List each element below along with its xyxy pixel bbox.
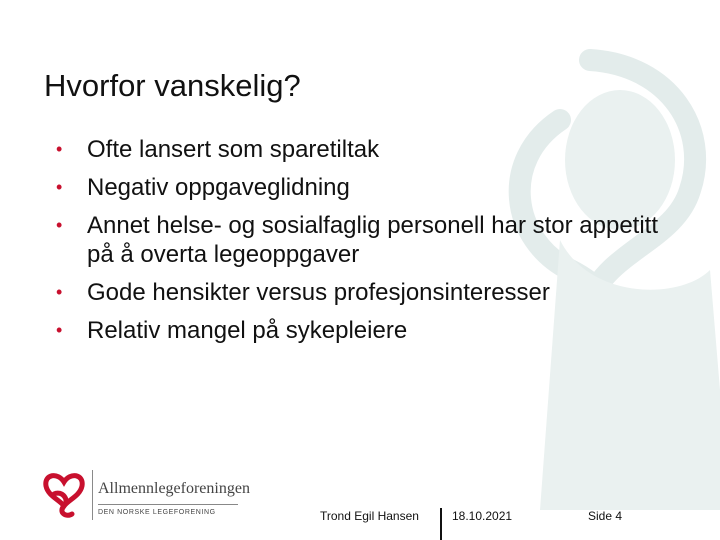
bullet-dot: • <box>56 215 63 235</box>
logo-name: Allmennlegeforeningen <box>98 480 250 497</box>
bullet-item <box>56 173 676 202</box>
logo-divider <box>92 470 93 520</box>
logo-rule <box>98 504 238 505</box>
bullet-text: Annet helse- og sosialfaglig personell har stor appetitt på å overta legeoppgaver <box>87 212 659 268</box>
bullet-list <box>56 135 676 354</box>
bullet-item <box>56 211 676 269</box>
bullet-text: Gode hensikter versus profesjonsinteresser <box>87 279 550 306</box>
footer-author: Trond Egil Hansen <box>320 509 419 523</box>
bullet-item <box>56 135 676 164</box>
organization-logo <box>40 470 250 526</box>
bullet-dot: • <box>56 282 63 302</box>
heart-knot-icon <box>40 470 88 522</box>
footer-page-number: Side 4 <box>588 509 623 523</box>
footer-date: 18.10.2021 <box>452 509 513 523</box>
bullet-item <box>56 316 676 345</box>
slide-title: Hvorfor vanskelig? <box>44 68 301 103</box>
bullet-dot: • <box>56 177 63 197</box>
bullet-dot: • <box>56 320 63 340</box>
bullet-text: Relativ mangel på sykepleiere <box>87 317 408 344</box>
bullet-item <box>56 278 676 307</box>
bullet-text: Negativ oppgaveglidning <box>87 174 350 201</box>
bullet-dot: • <box>56 139 63 159</box>
logo-subtitle: DEN NORSKE LEGEFORENING <box>98 509 216 516</box>
bullet-text: Ofte lansert som sparetiltak <box>87 136 380 163</box>
footer-divider <box>440 508 442 540</box>
